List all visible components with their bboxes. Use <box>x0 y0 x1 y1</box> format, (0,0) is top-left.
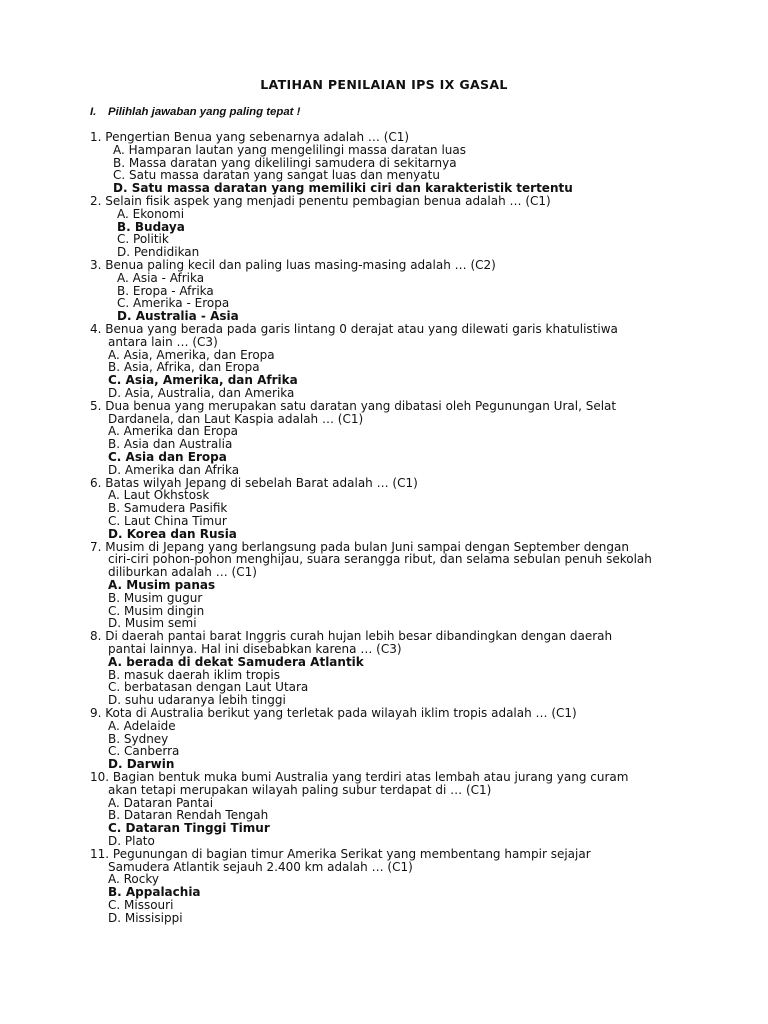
answer-line: D. Satu massa daratan yang memiliki ciri dan karakteristik tertentu <box>113 181 573 196</box>
answer-line: B. Sydney <box>108 731 169 746</box>
answer-line: D. Missisippi <box>108 910 183 925</box>
answer-line: B. Massa daratan yang dikelilingi samudera di sekitarnya <box>113 155 457 170</box>
answer-line: ciri-ciri pohon-pohon menghijau, suara serangga ribut, dan selama sebulan penuh sekolah <box>108 552 652 567</box>
section-instruction <box>90 106 300 118</box>
answer-line: D. Australia - Asia <box>117 309 239 324</box>
section-number: I. <box>90 106 97 118</box>
instruction-text: Pilihlah jawaban yang paling tepat ! <box>108 106 301 118</box>
answer-line: D. Musim semi <box>108 616 197 631</box>
answer-line: A. Rocky <box>108 872 159 887</box>
question-line: 4. Benua yang berada pada garis lintang 0 derajat atau yang dilewati garis khatulistiwa <box>90 322 618 336</box>
answer-line: B. Asia, Afrika, dan Eropa <box>108 360 260 375</box>
answer-line: C. Amerika - Eropa <box>117 296 230 311</box>
question-line: 3. Benua paling kecil dan paling luas masing-masing adalah … (C2) <box>90 258 496 272</box>
answer-line: A. berada di dekat Samudera Atlantik <box>108 654 364 669</box>
answer-line: C. Satu massa daratan yang sangat luas dan menyatu <box>113 168 440 183</box>
answer-line: D. Darwin <box>108 757 175 772</box>
answer-line: akan tetapi merupakan wilayah paling subur terdapat di … (C1) <box>108 782 492 797</box>
question-line: 11. Pegunungan di bagian timur Amerika Serikat yang membentang hampir sejajar <box>90 846 591 861</box>
answer-line: antara lain … (C3) <box>108 334 218 349</box>
answer-line: B. Musim gugur <box>108 590 203 605</box>
answer-line: C. Dataran Tinggi Timur <box>108 821 270 836</box>
answer-line: D. Plato <box>108 834 155 848</box>
answer-line: A. Asia, Amerika, dan Eropa <box>108 347 275 362</box>
answer-line: C. berbatasan dengan Laut Utara <box>108 680 309 695</box>
answer-line: A. Ekonomi <box>117 206 185 221</box>
answer-line: B. Samudera Pasifik <box>108 501 228 516</box>
page-title: LATIHAN PENILAIAN IPS IX GASAL <box>260 77 508 92</box>
answer-line: D. Amerika dan Afrika <box>108 462 240 477</box>
answer-line: C. Asia, Amerika, dan Afrika <box>108 373 298 388</box>
answer-line: B. Asia dan Australia <box>108 437 233 452</box>
answer-line: A. Laut Okhstosk <box>108 488 210 503</box>
question-line: 7. Musim di Jepang yang berlangsung pada bulan Juni sampai dengan September dengan <box>90 539 629 554</box>
answer-line: A. Amerika dan Eropa <box>108 424 239 439</box>
answer-line: B. Budaya <box>117 219 185 234</box>
answer-line: C. Politik <box>117 232 169 247</box>
answer-line: A. Hamparan lautan yang mengelilingi massa daratan luas <box>113 142 467 157</box>
answer-line: D. Asia, Australia, dan Amerika <box>108 386 295 400</box>
answer-line: C. Missouri <box>108 898 174 912</box>
question-line: 9. Kota di Australia berikut yang terletak pada wilayah iklim tropis adalah … (C1) <box>90 706 577 720</box>
answer-line: A. Musim panas <box>108 578 216 592</box>
answer-line: A. Adelaide <box>108 718 176 733</box>
question-line: 2. Selain fisik aspek yang menjadi penentu pembagian benua adalah … (C1) <box>90 194 551 208</box>
answer-line: B. masuk daerah iklim tropis <box>108 667 280 682</box>
answer-line: C. Musim dingin <box>108 603 205 618</box>
answer-line: A. Dataran Pantai <box>108 795 214 810</box>
question-line: 10. Bagian bentuk muka bumi Australia yang terdiri atas lembah atau jurang yang curam <box>90 770 629 784</box>
answer-line: B. Appalachia <box>108 885 201 900</box>
question-line: 5. Dua benua yang merupakan satu daratan yang dibatasi oleh Pegunungan Ural, Selat <box>90 398 617 413</box>
answer-line: B. Dataran Rendah Tengah <box>108 808 269 823</box>
answer-line: B. Eropa - Afrika <box>117 283 214 298</box>
question-line: 1. Pengertian Benua yang sebenarnya adalah … (C1) <box>90 130 410 144</box>
answer-line: Samudera Atlantik sejauh 2.400 km adalah … (C1) <box>108 859 413 874</box>
question-line: 6. Batas wilyah Jepang di sebelah Barat adalah … (C1) <box>90 475 418 490</box>
answer-line: D. Pendidikan <box>117 245 200 260</box>
answer-line: A. Asia - Afrika <box>117 270 205 285</box>
answer-line: C. Asia dan Eropa <box>108 450 227 464</box>
answer-line: pantai lainnya. Hal ini disebabkan karena … (C3) <box>108 642 402 656</box>
answer-line: D. suhu udaranya lebih tinggi <box>108 693 286 708</box>
answer-line: D. Korea dan Rusia <box>108 526 237 541</box>
answer-line: Dardanela, dan Laut Kaspia adalah … (C1) <box>108 411 364 426</box>
question-line: 8. Di daerah pantai barat Inggris curah hujan lebih besar dibandingkan dengan daerah <box>90 629 613 644</box>
answer-line: C. Laut China Timur <box>108 514 227 528</box>
answer-line: C. Canberra <box>108 744 180 759</box>
answer-line: diliburkan adalah … (C1) <box>108 565 257 580</box>
